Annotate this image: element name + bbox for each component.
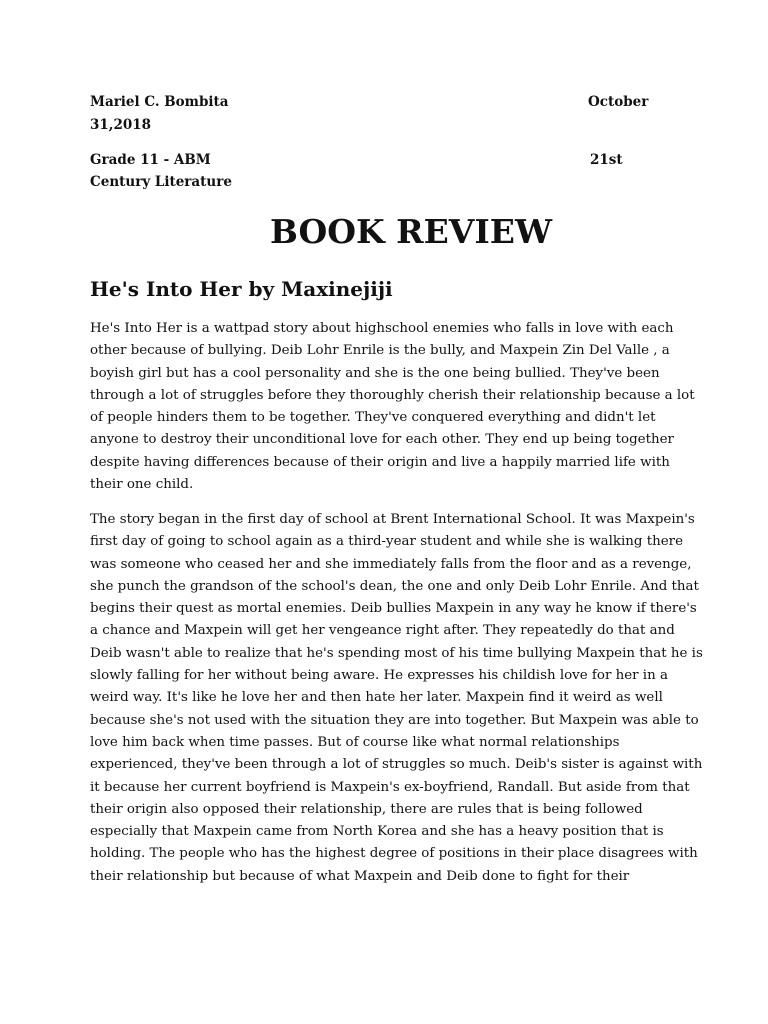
paragraph-line: their one child. xyxy=(90,477,194,493)
subject-part2: Century Literature xyxy=(90,174,232,190)
paragraph-line: The story began in the first day of school at Brent International School. It was Maxpein's xyxy=(90,512,695,527)
paragraph-line: slowly falling for her without being aware. He expresses his childish love for her in a xyxy=(90,668,668,684)
paragraph-line: holding. The people who has the highest degree of positions in their place disagrees with xyxy=(90,846,698,862)
paragraph-line: first day of going to school again as a third-year student and while she is walking there xyxy=(90,534,684,550)
subject-part1: 21st xyxy=(590,152,623,168)
book-title-heading: He's Into Her by Maxinejiji xyxy=(90,277,393,301)
paragraph-line: was someone who ceased her and she immediately falls from the floor and as a revenge, xyxy=(90,556,692,572)
paragraph-line: He's Into Her is a wattpad story about highschool enemies who falls in love with each xyxy=(90,321,674,336)
paragraph-line: Deib wasn't able to realize that he's spending most of his time bullying Maxpein that he is xyxy=(90,645,703,661)
paragraph-line: she punch the grandson of the school's dean, the one and only Deib Lohr Enrile. And that xyxy=(90,578,699,594)
paragraph-line: because she's not used with the situation they are into together. But Maxpein was able to xyxy=(90,712,699,728)
paragraph-line: despite having differences because of their origin and live a happily married life with xyxy=(90,454,670,470)
paragraph-line: through a lot of struggles before they thoroughly cherish their relationship because a lot xyxy=(90,387,695,403)
page-title: BOOK REVIEW xyxy=(270,212,552,251)
date-part1: October xyxy=(588,94,649,110)
paragraph-summary xyxy=(90,318,695,496)
paragraph-line: love him back when time passes. But of course like what normal relationships xyxy=(90,734,620,750)
paragraph-line: anyone to destroy their unconditional love for each other. They end up being together xyxy=(90,432,674,448)
grade-section: Grade 11 - ABM xyxy=(90,152,211,168)
paragraph-line: weird way. It's like he love her and then hate her later. Maxpein find it weird as well xyxy=(90,690,663,706)
paragraph-line: their origin also opposed their relationship, there are rules that is being followed xyxy=(90,801,643,817)
date-part2: 31,2018 xyxy=(90,117,152,133)
paragraph-line: especially that Maxpein came from North Korea and she has a heavy position that is xyxy=(90,824,664,840)
paragraph-line: begins their quest as mortal enemies. Deib bullies Maxpein in any way he know if there's xyxy=(90,601,697,617)
paragraph-line: their relationship but because of what Maxpein and Deib done to fight for their xyxy=(90,868,630,884)
paragraph-line: experienced, they've been through a lot of struggles so much. Deib's sister is against with xyxy=(90,757,703,773)
paragraph-line: a chance and Maxpein will get her vengeance right after. They repeatedly do that and xyxy=(90,623,675,639)
paragraph-line: it because her current boyfriend is Maxpein's ex-boyfriend, Randall. But aside from that xyxy=(90,779,690,795)
paragraph-line: boyish girl but has a cool personality and she is the one being bullied. They've been xyxy=(90,365,660,381)
author-name: Mariel C. Bombita xyxy=(90,94,229,110)
paragraph-line: other because of bullying. Deib Lohr Enrile is the bully, and Maxpein Zin Del Valle , a xyxy=(90,343,670,359)
paragraph-line: of people hinders them to be together. They've conquered everything and didn't let xyxy=(90,410,656,426)
paragraph-story xyxy=(90,509,703,888)
